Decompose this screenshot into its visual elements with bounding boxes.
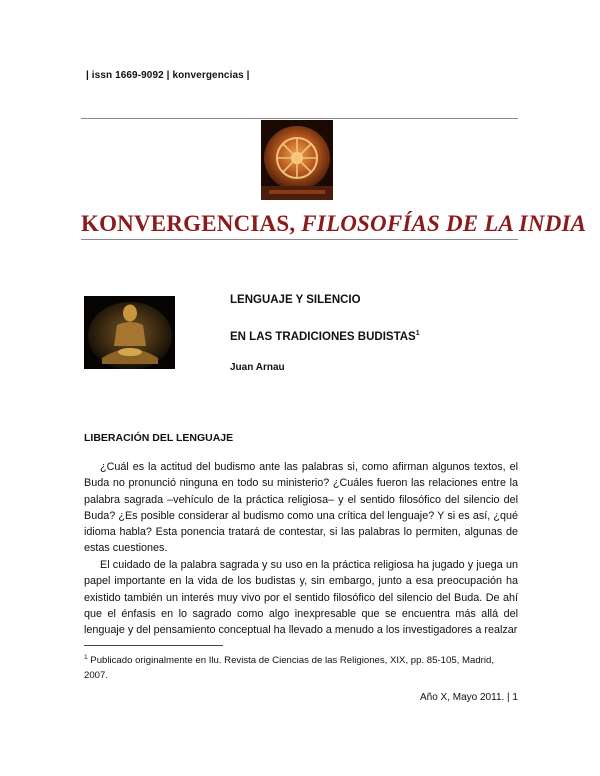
- buddha-image: [84, 296, 175, 369]
- footnote-rule: [84, 645, 223, 646]
- body-paragraph: ¿Cuál es la actitud del budismo ante las palabras si, como afirman algunos textos, el Buda no pronunció ninguna en todo su ministerio? ¿Cuáles fueron las relaciones entre la palabra sagrada –vehículo de la práctica religiosa– y el sentido filosófico del silencio del Buda? ¿Es posible considerar al budismo como una crítica del lenguaje? Y si es así, ¿qué idioma habla? Esta ponencia tratará de contestar, si las palabras lo permiten, algunas de estas cuestiones.: [84, 461, 518, 555]
- journal-title-main: KONVERGENCIAS,: [81, 211, 302, 236]
- body-paragraph: El cuidado de la palabra sagrada y su uso en la práctica religiosa ha jugado y juega un papel importante en la vida de los budistas y, sin embargo, junto a esa preocupación ha existido también un interés muy vivo por el sentido filosófico del silencio del Buda. De ahí que el énfasis en lo sagrado como algo inexpresable que se encuentra más allá del lenguaje y del pensamiento conceptual ha llevado a menudo a los investigadores a realzar: [84, 559, 518, 637]
- wheel-emblem-icon: [261, 120, 333, 200]
- article-title-line2-text: EN LAS TRADICIONES BUDISTAS: [230, 330, 416, 343]
- footnote-mark: 1: [84, 654, 88, 661]
- article-title-line2: [230, 330, 420, 343]
- article-title-line1: LENGUAJE Y SILENCIO: [230, 294, 361, 306]
- journal-header: | issn 1669-9092 | konvergencias |: [86, 70, 250, 81]
- page-folio: Año X, Mayo 2011. | 1: [419, 692, 518, 703]
- journal-title-italic: FILOSOFÍAS DE LA INDIA: [301, 211, 587, 236]
- footnote: [84, 651, 518, 683]
- journal-title: [81, 211, 587, 237]
- section-heading: LIBERACIÓN DEL LENGUAJE: [84, 432, 234, 444]
- header-rule: [81, 118, 518, 119]
- footnote-text: Publicado originalmente en Ilu. Revista de Ciencias de las Religiones, XIX, pp. 85-105, Madrid, 2007.: [84, 655, 494, 681]
- title-rule: [81, 239, 518, 240]
- article-author: Juan Arnau: [230, 362, 285, 373]
- footnote-reference[interactable]: 1: [415, 330, 420, 337]
